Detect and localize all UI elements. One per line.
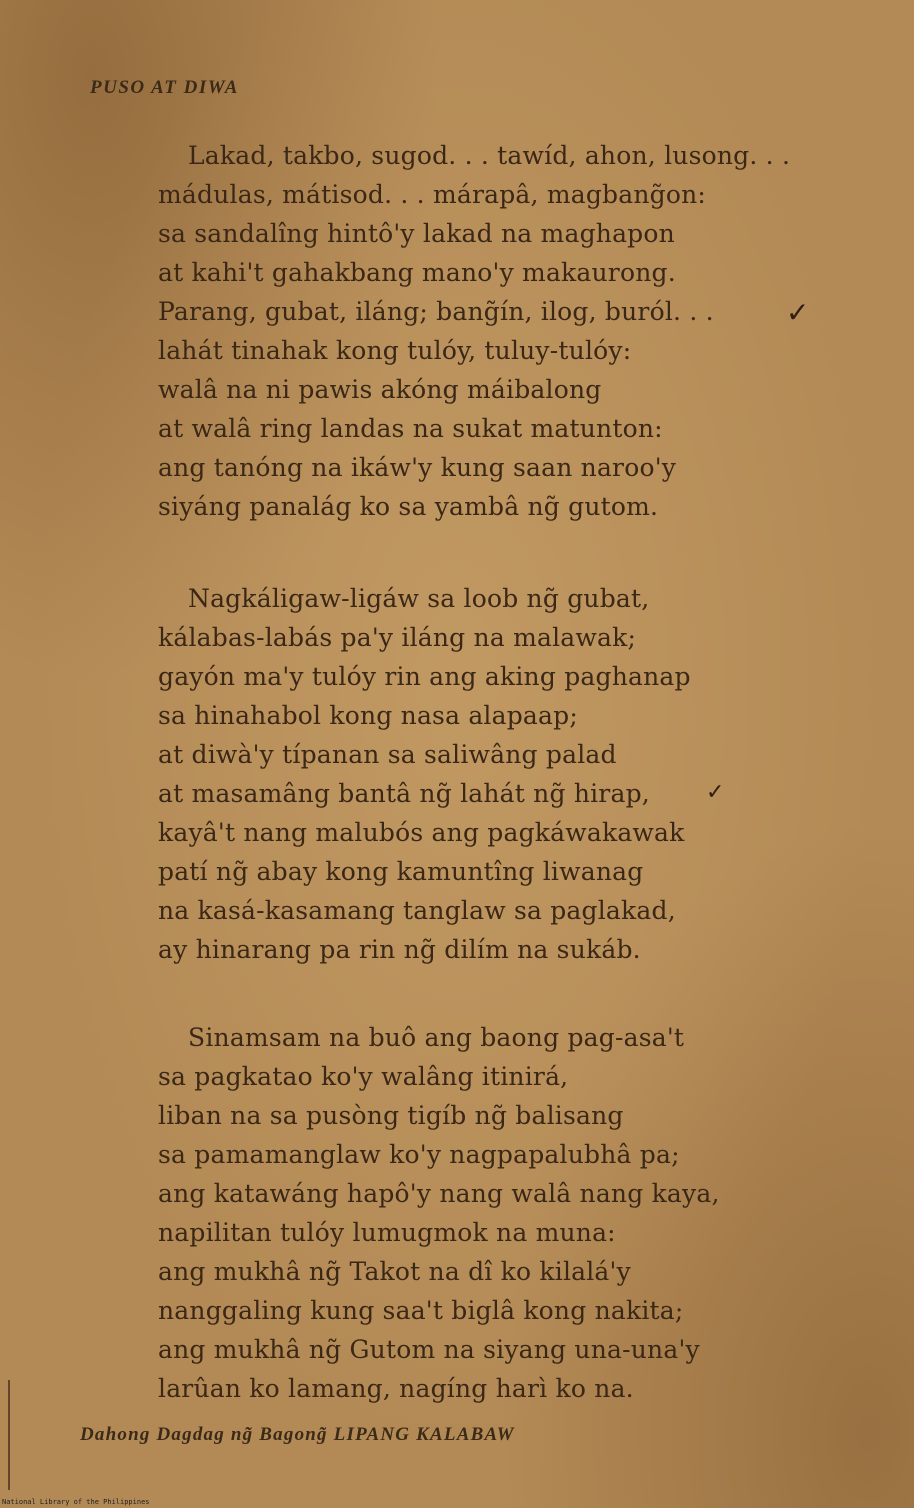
verse-line: ang tanóng na ikáw'y kung saan naroo'y	[158, 453, 677, 482]
verse-line: kálabas-labás pa'y iláng na malawak;	[158, 623, 637, 652]
verse-line: Lakad, takbo, sugod. . . tawíd, ahon, lusong. . .	[188, 141, 791, 170]
verse-line: gayón ma'y tulóy rin ang aking paghanap	[158, 662, 691, 691]
verse-line: sa hinahabol kong nasa alapaap;	[158, 701, 578, 730]
verse-line: sa sandalîng hintô'y lakad na maghapon	[158, 219, 675, 248]
verse-line: at kahi't gahakbang mano'y makaurong.	[158, 258, 676, 287]
verse-line: liban na sa pusòng tigíb ng̃ balisang	[158, 1101, 624, 1130]
running-head: PUSO AT DIWA	[90, 77, 239, 98]
verse-line: ang mukhâ ng̃ Takot na dî ko kilalá'y	[158, 1257, 631, 1286]
stanza-1	[158, 136, 858, 526]
verse-line: sa pagkatao ko'y walâng itinirá,	[158, 1062, 569, 1091]
stanza-3	[158, 1018, 858, 1408]
verse-line: napilitan tulóy lumugmok na muna:	[158, 1218, 616, 1247]
verse-line: siyáng panalág ko sa yambâ ng̃ gutom.	[158, 492, 659, 521]
verse-line: at diwà'y típanan sa saliwâng palad	[158, 740, 617, 769]
verse-line: mádulas, mátisod. . . márapâ, magbang̃on:	[158, 180, 707, 209]
verse-line: kayâ't nang malubós ang pagkáwakawak	[158, 818, 685, 847]
verse-line: nanggaling kung saa't biglâ kong nakita;	[158, 1296, 684, 1325]
verse-line: ang mukhâ ng̃ Gutom na siyang una-una'y	[158, 1335, 700, 1364]
verse-line: lahát tinahak kong tulóy, tuluy-tulóy:	[158, 336, 632, 365]
verse-line: at walâ ring landas na sukat matunton:	[158, 414, 663, 443]
source-credit: National Library of the Philippines	[2, 1498, 150, 1506]
running-foot: Dahong Dagdag ng̃ Bagong̃ LIPANG KALABAW	[80, 1424, 515, 1445]
stanza-2	[158, 579, 858, 969]
verse-line: Sinamsam na buô ang baong pag-asa't	[188, 1023, 685, 1052]
verse-line: ay hinarang pa rin ng̃ dilím na sukáb.	[158, 935, 641, 964]
verse-line: larûan ko lamang, nagíng harì ko na.	[158, 1374, 634, 1403]
verse-line: ang katawáng hapô'y nang walâ nang kaya,	[158, 1179, 720, 1208]
verse-line: Nagkáligaw-ligáw sa loob ng̃ gubat,	[188, 584, 650, 613]
verse-line: na kasá-kasamang tanglaw sa paglakad,	[158, 896, 676, 925]
verse-line: sa pamamanglaw ko'y nagpapalubhâ pa;	[158, 1140, 680, 1169]
verse-line: at masamâng bantâ ng̃ lahát ng̃ hirap,	[158, 779, 650, 808]
page-edge-line	[8, 1380, 10, 1490]
verse-line: patí ng̃ abay kong kamuntîng liwanag	[158, 857, 644, 886]
check-mark-icon: ✓	[706, 780, 725, 805]
check-mark-icon: ✓	[786, 296, 810, 329]
verse-line: Parang, gubat, iláng; bang̃ín, ilog, buról. . .	[158, 297, 714, 326]
verse-line: walâ na ni pawis akóng máibalong	[158, 375, 602, 404]
